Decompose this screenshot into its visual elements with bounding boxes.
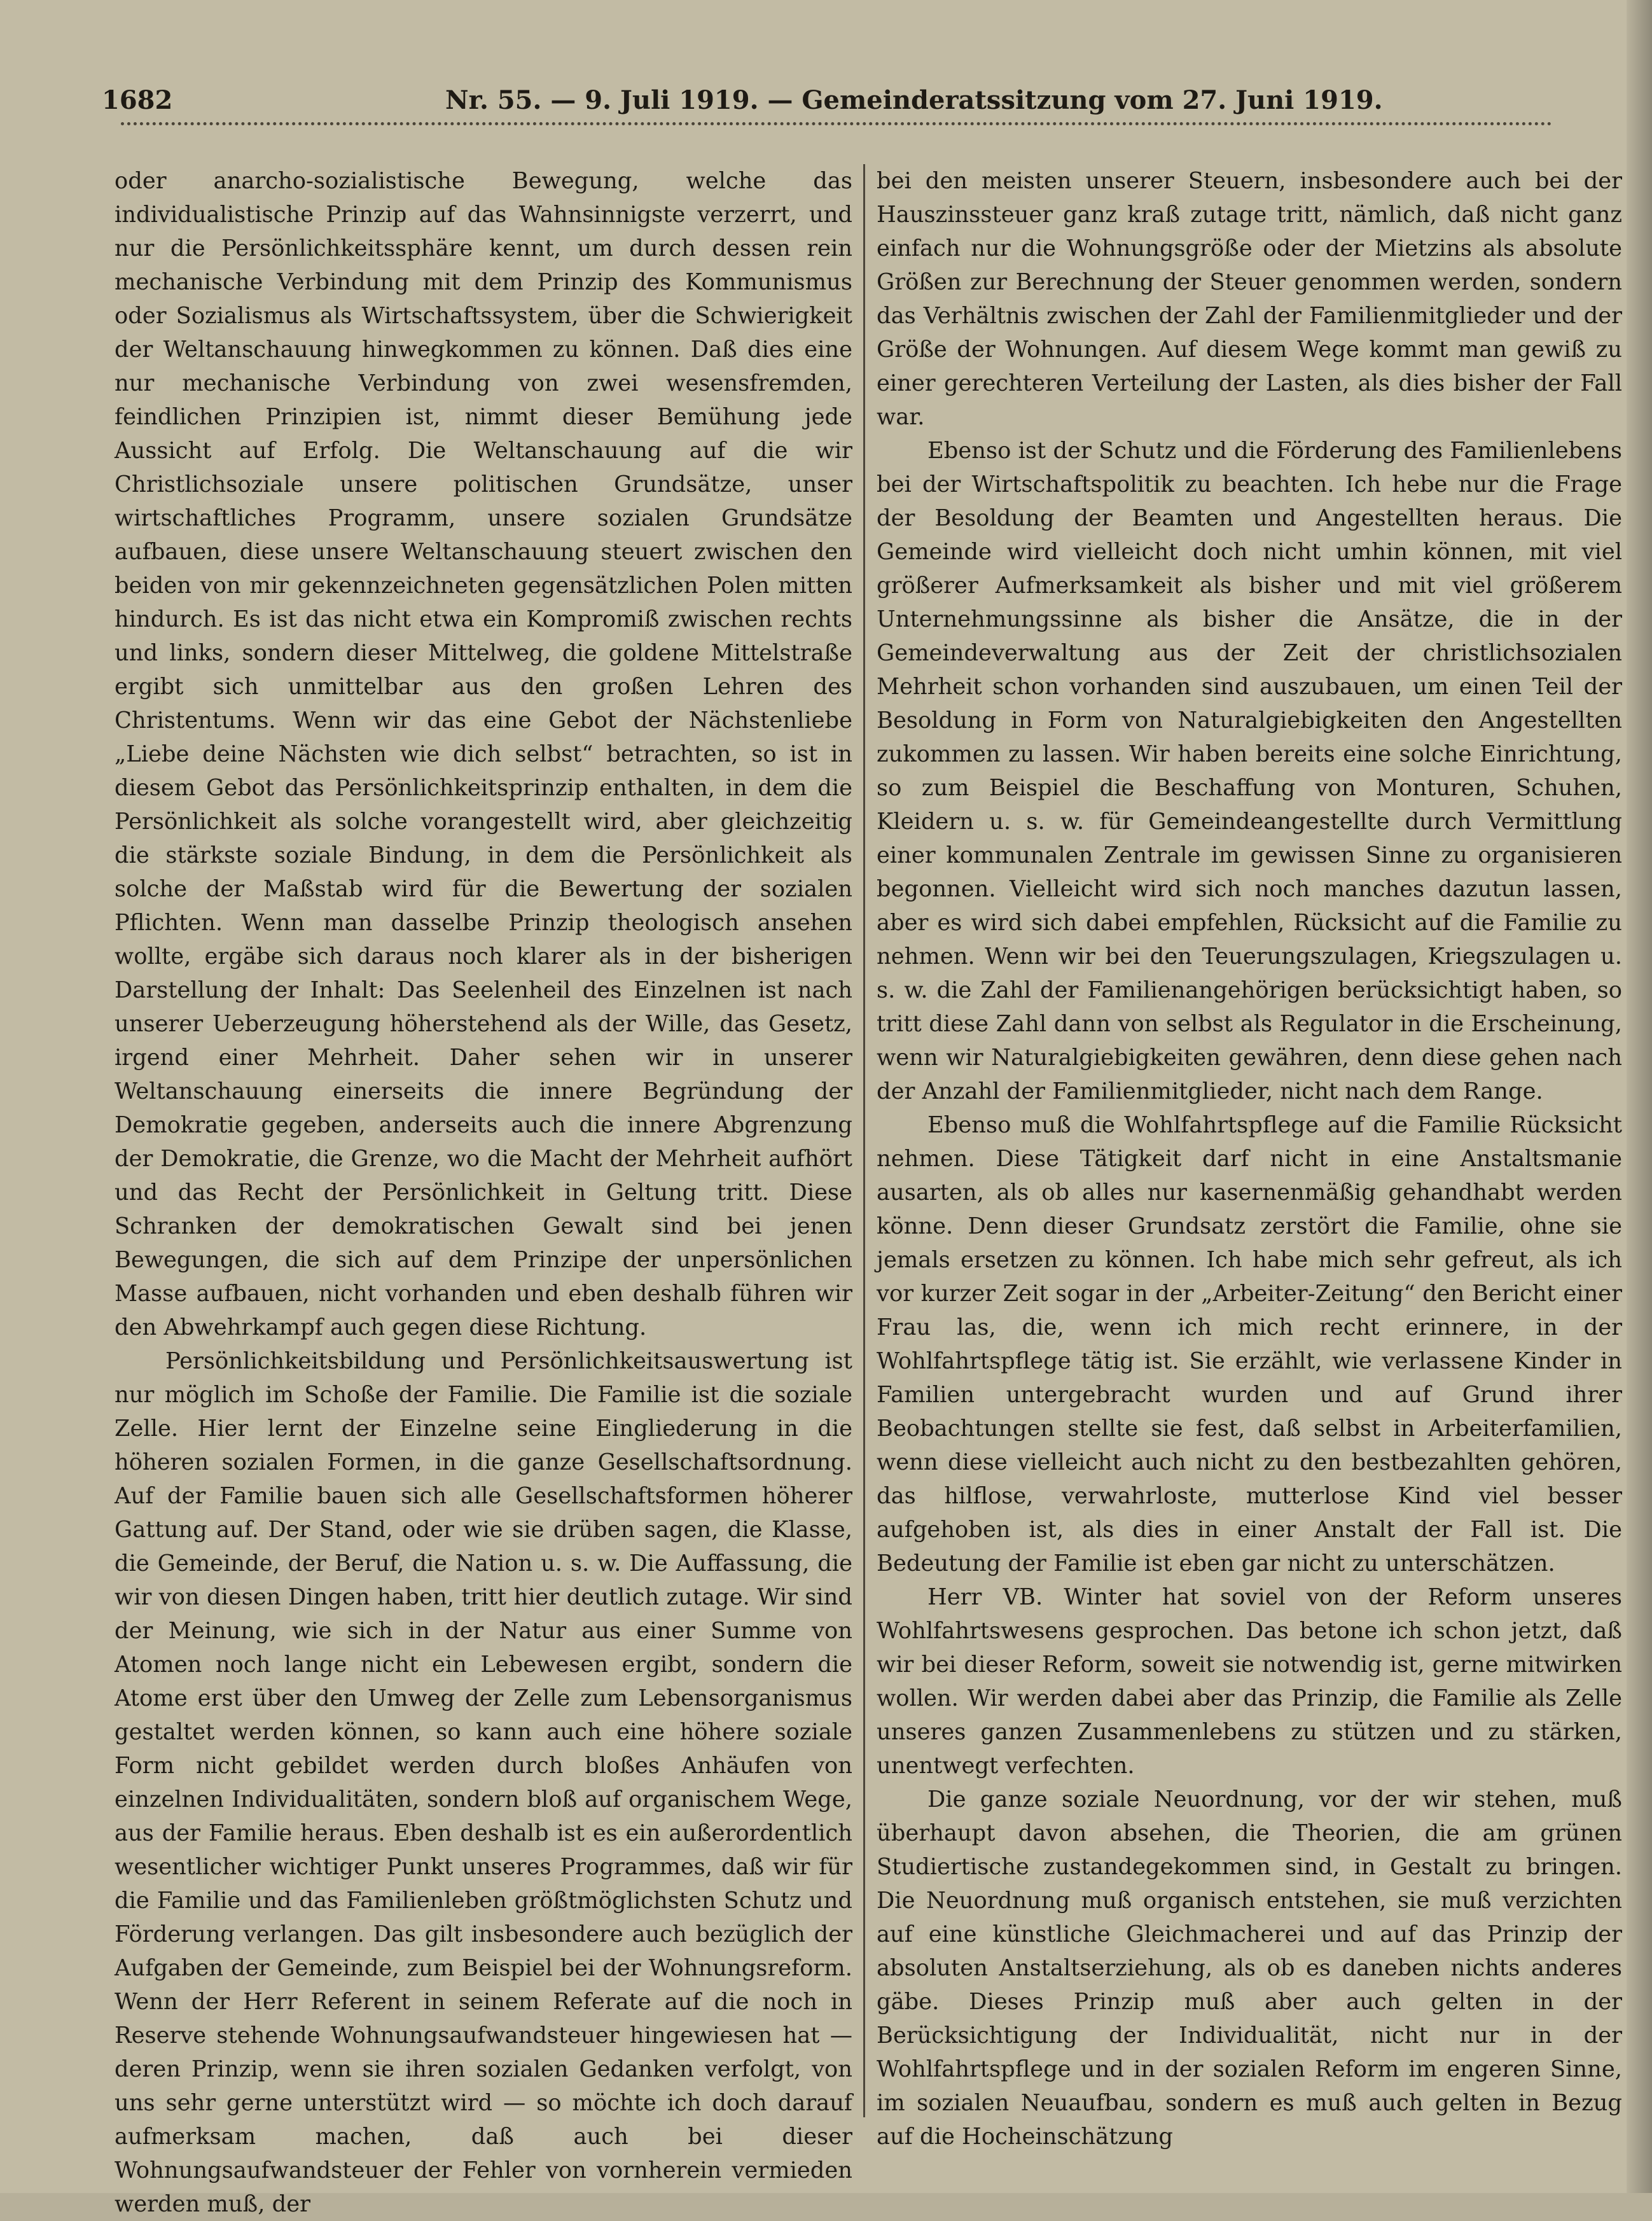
header-rule [121, 122, 1552, 125]
left-column [115, 164, 852, 2217]
page-number: 1682 [102, 85, 173, 115]
paragraph: Ebenso ist der Schutz und die Förderung des Familienlebens bei der Wirtschaftspolitik zu beachten. Ich hebe nur die Frage der Besoldung der Beamten und Angestellten heraus. Die Gemeinde wird vielleicht doch nicht umhin können, mit viel größerer Aufmerksamkeit als bisher und mit viel größerem Unternehmungssinne als bisher die Ansätze, die in der Gemeindeverwaltung aus der Zeit der christlichsozialen Mehrheit schon vorhanden sind auszubauen, um einen Teil der Besoldung in Form von Naturalgiebigkeiten den Angestellten zukommen zu lassen. Wir haben bereits eine solche Einrichtung, so zum Beispiel die Beschaffung von Monturen, Schuhen, Kleidern u. s. w. für Gemeindeangestellte durch Vermittlung einer kommunalen Zentrale im gewissen Sinne zu organisieren begonnen. Vielleicht wird sich noch manches dazutun lassen, aber es wird sich dabei empfehlen, Rücksicht auf die Familie zu nehmen. Wenn wir bei den Teuerungszulagen, Kriegszulagen u. s. w. die Zahl der Familienangehörigen berücksichtigt haben, so tritt diese Zahl dann von selbst als Regulator in die Erscheinung, wenn wir Naturalgiebigkeiten gewähren, denn diese gehen nach der Anzahl der Familienmitglieder, nicht nach dem Range. [877, 438, 1622, 1104]
page-header [102, 81, 1546, 126]
running-head: Nr. 55. — 9. Juli 1919. — Gemeinderatssitzung vom 27. Juni 1919. [445, 85, 1383, 115]
column-rule [863, 164, 865, 2117]
paragraph: Herr VB. Winter hat soviel von der Reform unseres Wohlfahrtswesens gesprochen. Das betone ich schon jetzt, daß wir bei dieser Reform, soweit sie notwendig ist, gerne mitwirken wollen. Wir werden dabei aber das Prinzip, die Familie als Zelle unseres ganzen Zusammenlebens zu stützen und zu stärken, unentwegt verfechten. [877, 1584, 1622, 1779]
paragraph: oder anarcho-sozialistische Bewegung, welche das individualistische Prinzip auf das Wahnsinnigste verzerrt, und nur die Persönlichkeitssphäre kennt, um durch dessen rein mechanische Verbindung mit dem Prinzip des Kommunismus oder Sozialismus als Wirtschaftssystem, über die Schwierigkeit der Weltanschauung hinwegkommen zu können. Daß dies eine nur mechanische Verbindung von zwei wesensfremden, feindlichen Prinzipien ist, nimmt dieser Bemühung jede Aussicht auf Erfolg. Die Weltanschauung auf die wir Christlichsoziale unsere politischen Grundsätze, unser wirtschaftliches Programm, unsere sozialen Grundsätze aufbauen, diese unsere Weltanschauung steuert zwischen den beiden von mir gekennzeichneten gegensätzlichen Polen mitten hindurch. Es ist das nicht etwa ein Kompromiß zwischen rechts und links, sondern dieser Mittelweg, die goldene Mittelstraße ergibt sich unmittelbar aus den großen Lehren des Christentums. Wenn wir das eine Gebot der Nächstenliebe „Liebe deine Nächsten wie dich selbst“ betrachten, so ist in diesem Gebot das Persönlichkeitsprinzip enthalten, in dem die Persönlichkeit als solche vorangestellt wird, aber gleichzeitig die stärkste soziale Bindung, in dem die Persönlichkeit als solche der Maßstab wird für die Bewertung der sozialen Pflichten. Wenn man dasselbe Prinzip theologisch ansehen wollte, ergäbe sich daraus noch klarer als in der bisherigen Darstellung der Inhalt: Das Seelenheil des Einzelnen ist nach unserer Ueberzeugung höherstehend als der Wille, das Gesetz, irgend einer Mehrheit. Daher sehen wir in unserer Weltanschauung einerseits die innere Begründung der Demokratie gegeben, anderseits auch die innere Abgrenzung der Demokratie, die Grenze, wo die Macht der Mehrheit aufhört und das Recht der Persönlichkeit in Geltung tritt. Diese Schranken der demokratischen Gewalt sind bei jenen Bewegungen, die sich auf dem Prinzipe der unpersönlichen Masse aufbauen, nicht vorhanden und eben deshalb führen wir den Abwehrkampf auch gegen diese Richtung. [115, 168, 852, 1340]
right-column [877, 164, 1622, 2150]
paragraph: Ebenso muß die Wohlfahrtspflege auf die Familie Rücksicht nehmen. Diese Tätigkeit darf nicht in eine Anstaltsmanie ausarten, als ob alles nur kasernenmäßig gehandhabt werden könne. Denn dieser Grundsatz zerstört die Familie, ohne sie jemals ersetzen zu können. Ich habe mich sehr gefreut, als ich vor kurzer Zeit sogar in der „Arbeiter-Zeitung“ den Bericht einer Frau las, die, wenn ich mich recht erinnere, in der Wohlfahrtspflege tätig ist. Sie erzählt, wie verlassene Kinder in Familien untergebracht wurden und auf Grund ihrer Beobachtungen stellte sie fest, daß selbst in Arbeiterfamilien, wenn diese vielleicht auch nicht zu den bestbezahlten gehören, das hilflose, verwahrloste, mutterlose Kind viel besser aufgehoben ist, als dies in einer Anstalt der Fall ist. Die Bedeutung der Familie ist eben gar nicht zu unterschätzen. [877, 1112, 1622, 1577]
paragraph: bei den meisten unserer Steuern, insbesondere auch bei der Hauszinssteuer ganz kraß zutage tritt, nämlich, daß nicht ganz einfach nur die Wohnungsgröße oder der Mietzins als absolute Größen zur Berechnung der Steuer genommen werden, sondern das Verhältnis zwischen der Zahl der Familienmitglieder und der Größe der Wohnungen. Auf diesem Wege kommt man gewiß zu einer gerechteren Verteilung der Lasten, als dies bisher der Fall war. [877, 168, 1622, 430]
paragraph: Die ganze soziale Neuordnung, vor der wir stehen, muß überhaupt davon absehen, die Theorien, die am grünen Studiertische zustandegekommen sind, in Gestalt zu bringen. Die Neuordnung muß organisch entstehen, sie muß verzichten auf eine künstliche Gleichmacherei und auf das Prinzip der absoluten Anstaltserziehung, als ob es daneben nichts anderes gäbe. Dieses Prinzip muß aber auch gelten in der Berücksichtigung der Individualität, nicht nur in der Wohlfahrtspflege und in der sozialen Reform im engeren Sinne, im sozialen Neuaufbau, sondern es muß auch gelten in Bezug auf die Hocheinschätzung [877, 1786, 1622, 2150]
page-edge-shadow [1627, 0, 1652, 2193]
paragraph: Persönlichkeitsbildung und Persönlichkeitsauswertung ist nur möglich im Schoße der Familie. Die Familie ist die soziale Zelle. Hier lernt der Einzelne seine Eingliederung in die höheren sozialen Formen, in die ganze Gesellschaftsordnung. Auf der Familie bauen sich alle Gesellschaftsformen höherer Gattung auf. Der Stand, oder wie sie drüben sagen, die Klasse, die Gemeinde, der Beruf, die Nation u. s. w. Die Auffassung, die wir von diesen Dingen haben, tritt hier deutlich zutage. Wir sind der Meinung, wie sich in der Natur aus einer Summe von Atomen noch lange nicht ein Lebewesen ergibt, sondern die Atome erst über den Umweg der Zelle zum Lebensorganismus gestaltet werden können, so kann auch eine höhere soziale Form nicht gebildet werden durch bloßes Anhäufen von einzelnen Individualitäten, sondern bloß auf organischem Wege, aus der Familie heraus. Eben deshalb ist es ein außerordentlich wesentlicher wichtiger Punkt unseres Programmes, daß wir für die Familie und das Familienleben größtmöglichsten Schutz und Förderung verlangen. Das gilt insbesondere auch bezüglich der Aufgaben der Gemeinde, zum Beispiel bei der Wohnungsreform. Wenn der Herr Referent in seinem Referate auf die noch in Reserve stehende Wohnungsaufwandsteuer hingewiesen hat — deren Prinzip, wenn sie ihren sozialen Gedanken verfolgt, von uns sehr gerne unterstützt wird — so möchte ich doch darauf aufmerksam machen, daß auch bei dieser Wohnungsaufwandsteuer der Fehler von vornherein vermieden werden muß, der [115, 1348, 852, 2217]
